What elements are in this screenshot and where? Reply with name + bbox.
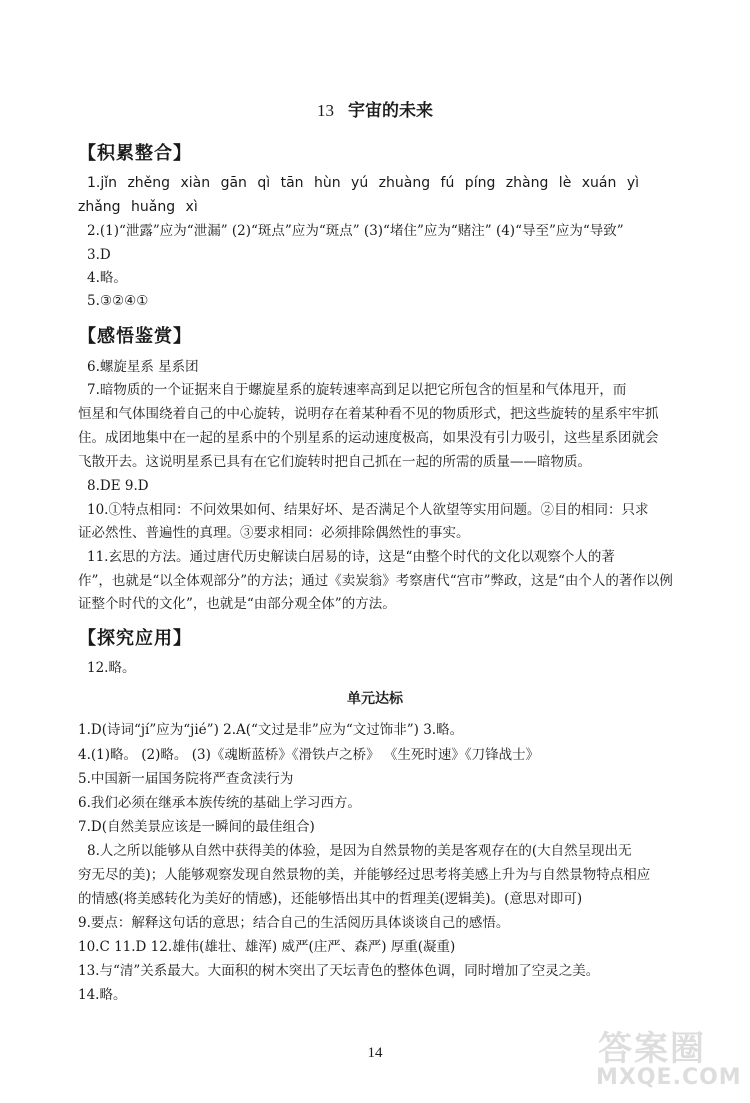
answer-line: 5.③②④① — [87, 293, 149, 309]
answer-line: 恒星和气体围绕着自己的中心旋转，说明存在着某种看不见的物质形式，把这些旋转的星系牢牢抓 — [78, 406, 659, 422]
answer-line: 2.(1)“泄露”应为“泄漏” (2)“斑点”应为“斑点” (3)“堵住”应为“赌注” (4)“导至”应为“导致” — [87, 223, 624, 239]
section-heading-accumulation: 【积累整合】 — [78, 143, 192, 164]
answer-line: 1.jǐn zhěng xiàn gān qì tān hùn yú zhuàng fú píng zhàng lè xuán yì — [87, 175, 639, 191]
answer-line: 14.略。 — [78, 987, 127, 1003]
answer-line: 11.玄思的方法。通过唐代历史解读白居易的诗，这是“由整个时代的文化以观察个人的著 — [87, 549, 615, 565]
answer-line: 8.DE 9.D — [87, 478, 149, 494]
lesson-title — [0, 96, 750, 121]
answer-line: 证整个时代的文化”，也就是“由部分观全体”的方法。 — [78, 596, 396, 612]
section-heading-inquiry: 【探究应用】 — [78, 628, 192, 649]
watermark-logo — [592, 1019, 742, 1097]
watermark-top-text: 答案圈 — [598, 1029, 706, 1069]
answer-line: 9.要点：解释这句话的意思；结合自己的生活阅历具体谈谈自己的感悟。 — [78, 915, 510, 931]
answer-line: 13.与“清”关系最大。大面积的树木突出了天坛青色的整体色调，同时增加了空灵之美。 — [78, 963, 600, 979]
answer-line: 7.暗物质的一个证据来自于螺旋星系的旋转速率高到足以把它所包含的恒星和气体甩开，而 — [87, 382, 627, 398]
answer-line: 4.(1)略。 (2)略。 (3)《魂断蓝桥》《滑铁卢之桥》 《生死时速》《刀锋战士》 — [78, 747, 540, 763]
answer-line: 8.人之所以能够从自然中获得美的体验，是因为自然景物的美是客观存在的(大自然呈现出无 — [87, 843, 632, 859]
lesson-number: 13 — [317, 101, 334, 120]
answer-line: 12.略。 — [87, 660, 136, 676]
answer-line: 5.中国新一届国务院将严查贪渎行为 — [78, 771, 294, 787]
answer-line: 6.我们必须在继承本族传统的基础上学习西方。 — [78, 795, 361, 811]
answer-line: 7.D(自然美景应该是一瞬间的最佳组合) — [78, 819, 315, 835]
answer-line: 作”，也就是“以全体观部分”的方法；通过《卖炭翁》考察唐代“宫市”弊政，这是“由个人的著作以例 — [78, 573, 673, 589]
answer-line: 3.D — [87, 247, 111, 263]
answer-line: 穷无尽的美)；人能够观察发现自然景物的美，并能够经过思考将美感上升为与自然景物特点相应 — [78, 867, 651, 883]
section-heading-appreciation: 【感悟鉴赏】 — [78, 326, 192, 347]
answer-line: 飞散开去。这说明星系已具有在它们旋转时把自己抓在一起的所需的质量——暗物质。 — [78, 454, 591, 470]
answer-line: 住。成团地集中在一起的星系中的个别星系的运动速度极高，如果没有引力吸引，这些星系团就会 — [78, 430, 659, 446]
answer-line: 10.①特点相同：不问效果如何、结果好坏、是否满足个人欲望等实用问题。②目的相同：只求 — [87, 502, 649, 518]
answer-line: zhǎng huǎng xì — [78, 199, 198, 215]
answer-line: 4.略。 — [87, 270, 127, 286]
page-number: 14 — [367, 1045, 383, 1061]
answer-line: 证必然性、普遍性的真理。③要求相同：必须排除偶然性的事实。 — [78, 525, 470, 541]
watermark-bottom-text: MXQE.COM — [596, 1065, 742, 1090]
lesson-title-text: 宇宙的未来 — [348, 101, 433, 121]
answer-line: 1.D(诗词“jí”应为“jié”) 2.A(“文过是非”应为“文过饰非”) 3.略。 — [78, 722, 464, 738]
answer-line: 的情感(将美感转化为美好的情感)，还能够悟出其中的哲理美(逻辑美)。(意思对即可) — [78, 891, 583, 907]
unit-title: 单元达标 — [347, 691, 403, 707]
answer-line: 6.螺旋星系 星系团 — [87, 359, 199, 375]
answer-line: 10.C 11.D 12.雄伟(雄壮、雄浑) 威严(庄严、森严) 厚重(凝重) — [78, 939, 456, 955]
